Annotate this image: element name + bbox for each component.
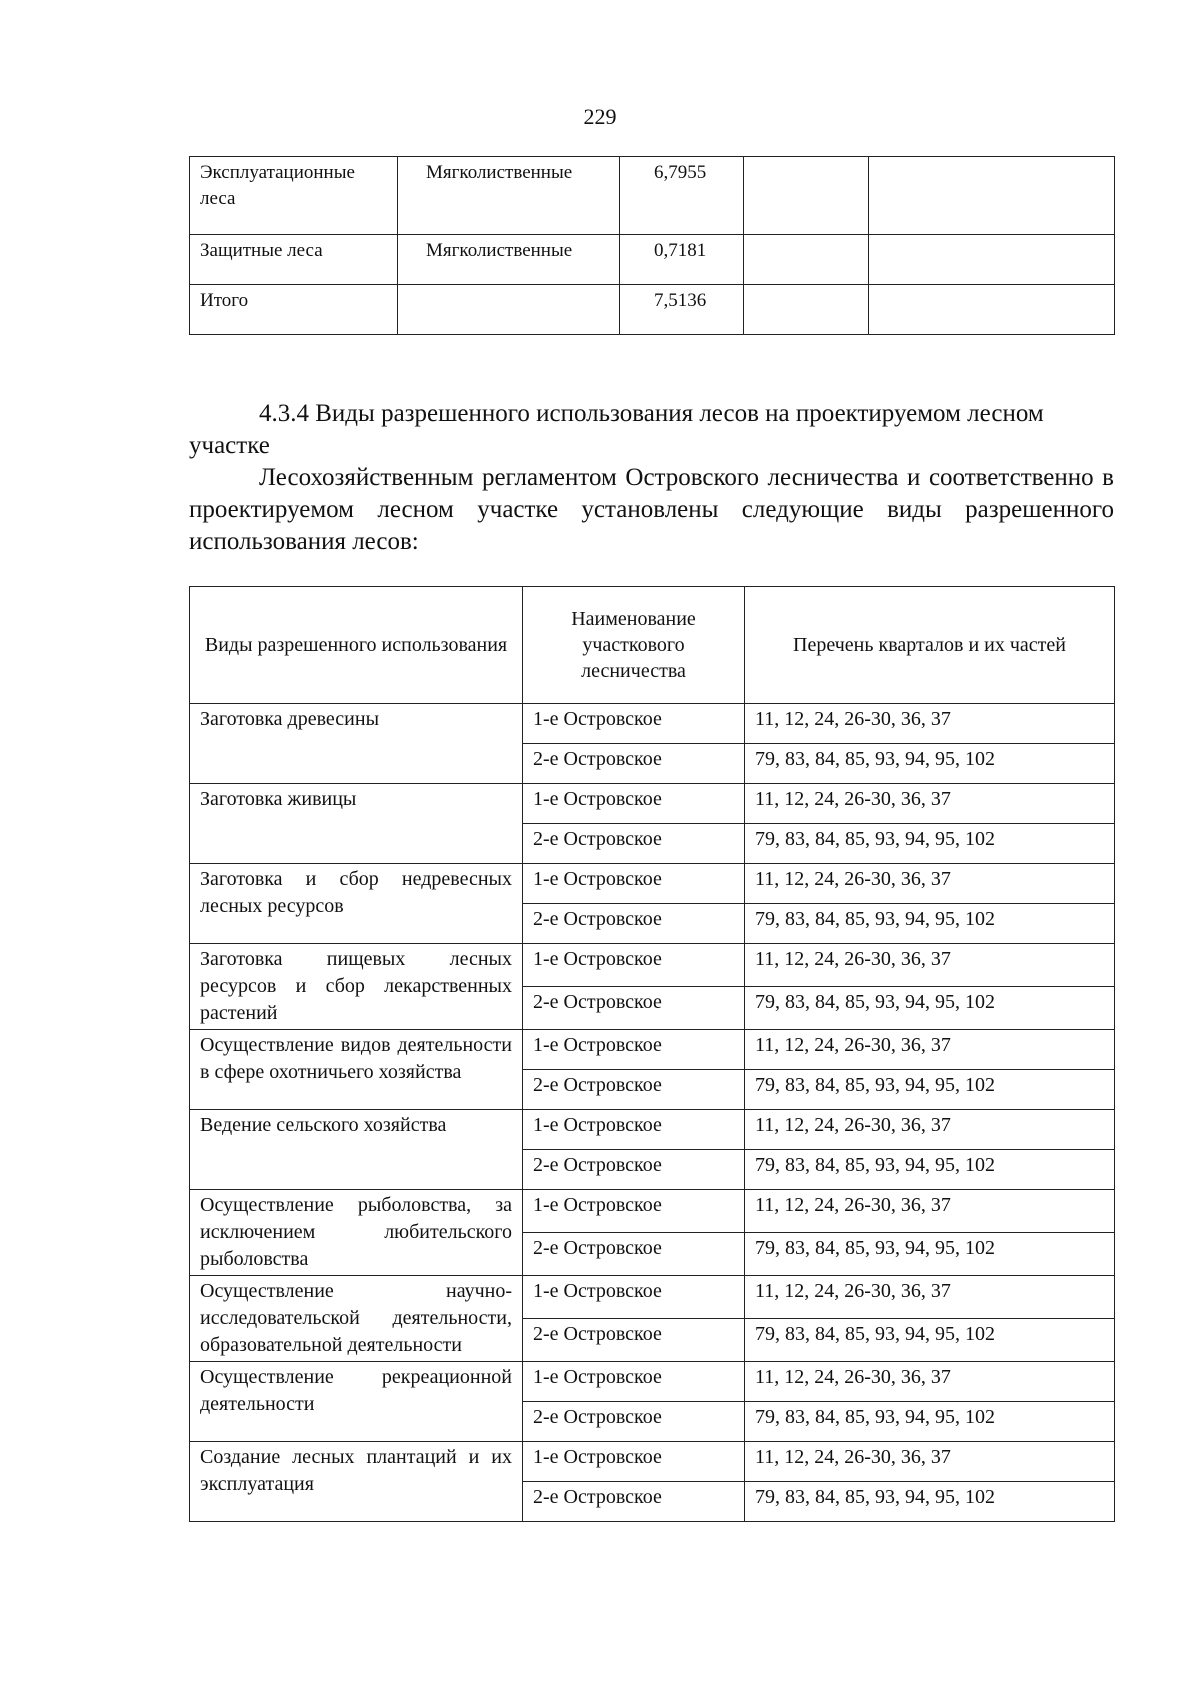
quarters-cell: 79, 83, 84, 85, 93, 94, 95, 102 xyxy=(745,1402,1115,1442)
quarters-cell: 11, 12, 24, 26-30, 36, 37 xyxy=(745,1030,1115,1070)
forestry-cell: 1-е Островское xyxy=(523,944,745,987)
forestry-cell: 1-е Островское xyxy=(523,704,745,744)
use-kind-cell: Осуществление научно-исследовательской деятельности, образовательной деятельности xyxy=(190,1276,523,1362)
forestry-cell: 1-е Островское xyxy=(523,1276,745,1319)
table-row xyxy=(190,157,1115,235)
table-row xyxy=(190,1442,1115,1482)
table-header-row xyxy=(190,587,1115,704)
table-row xyxy=(190,944,1115,987)
section-title: 4.3.4 Виды разрешенного использования лесов на проектируемом лесном участке xyxy=(189,400,1044,459)
table-body xyxy=(190,704,1115,1522)
species-cell xyxy=(398,285,620,335)
quarters-cell: 11, 12, 24, 26-30, 36, 37 xyxy=(745,1276,1115,1319)
area-value-cell: 6,7955 xyxy=(620,157,744,235)
use-kind-cell: Заготовка живицы xyxy=(190,784,523,864)
quarters-cell: 79, 83, 84, 85, 93, 94, 95, 102 xyxy=(745,1482,1115,1522)
quarters-cell: 79, 83, 84, 85, 93, 94, 95, 102 xyxy=(745,1070,1115,1110)
table-row xyxy=(190,1276,1115,1319)
use-kind-cell: Заготовка и сбор недревесных лесных ресурсов xyxy=(190,864,523,944)
area-value-cell: 0,7181 xyxy=(620,235,744,285)
quarters-cell: 79, 83, 84, 85, 93, 94, 95, 102 xyxy=(745,1319,1115,1362)
use-kind-cell: Заготовка древесины xyxy=(190,704,523,784)
quarters-cell: 79, 83, 84, 85, 93, 94, 95, 102 xyxy=(745,904,1115,944)
table-row xyxy=(190,1030,1115,1070)
quarters-cell: 79, 83, 84, 85, 93, 94, 95, 102 xyxy=(745,987,1115,1030)
quarters-cell: 11, 12, 24, 26-30, 36, 37 xyxy=(745,1362,1115,1402)
table-row xyxy=(190,784,1115,824)
quarters-cell: 79, 83, 84, 85, 93, 94, 95, 102 xyxy=(745,824,1115,864)
forest-category-cell: Защитные леса xyxy=(190,235,398,285)
forest-category-cell: Эксплуатационные леса xyxy=(190,157,398,235)
column-header-quarters: Перечень кварталов и их частей xyxy=(745,587,1115,704)
forestry-cell: 1-е Островское xyxy=(523,1442,745,1482)
use-kind-cell: Заготовка пищевых лесных ресурсов и сбор лекарственных растений xyxy=(190,944,523,1030)
quarters-cell: 11, 12, 24, 26-30, 36, 37 xyxy=(745,1442,1115,1482)
empty-cell xyxy=(869,285,1115,335)
empty-cell xyxy=(744,285,869,335)
use-kind-cell: Осуществление рекреационной деятельности xyxy=(190,1362,523,1442)
table-row xyxy=(190,285,1115,335)
forestry-cell: 1-е Островское xyxy=(523,1190,745,1233)
table-row xyxy=(190,1190,1115,1233)
forestry-cell: 1-е Островское xyxy=(523,1030,745,1070)
forestry-cell: 2-е Островское xyxy=(523,744,745,784)
table-row xyxy=(190,235,1115,285)
use-kind-cell: Осуществление видов деятельности в сфере охотничьего хозяйства xyxy=(190,1030,523,1110)
quarters-cell: 11, 12, 24, 26-30, 36, 37 xyxy=(745,1110,1115,1150)
forest-category-cell: Итого xyxy=(190,285,398,335)
table-row xyxy=(190,864,1115,904)
forestry-cell: 1-е Островское xyxy=(523,1362,745,1402)
species-cell: Мягколиственные xyxy=(398,235,620,285)
use-kind-cell: Создание лесных плантаций и их эксплуатация xyxy=(190,1442,523,1522)
forest-area-table xyxy=(189,156,1115,335)
forestry-cell: 2-е Островское xyxy=(523,824,745,864)
species-cell: Мягколиственные xyxy=(398,157,620,235)
forestry-cell: 2-е Островское xyxy=(523,1233,745,1276)
area-value-cell: 7,5136 xyxy=(620,285,744,335)
quarters-cell: 11, 12, 24, 26-30, 36, 37 xyxy=(745,704,1115,744)
empty-cell xyxy=(744,157,869,235)
empty-cell xyxy=(869,157,1115,235)
quarters-cell: 11, 12, 24, 26-30, 36, 37 xyxy=(745,1190,1115,1233)
forestry-cell: 2-е Островское xyxy=(523,904,745,944)
table-row xyxy=(190,1362,1115,1402)
quarters-cell: 11, 12, 24, 26-30, 36, 37 xyxy=(745,864,1115,904)
use-kind-cell: Ведение сельского хозяйства xyxy=(190,1110,523,1190)
forestry-cell: 1-е Островское xyxy=(523,864,745,904)
empty-cell xyxy=(744,235,869,285)
page-number: 229 xyxy=(583,104,617,129)
table-row xyxy=(190,704,1115,744)
use-kind-cell: Осуществление рыболовства, за исключением любительского рыболовства xyxy=(190,1190,523,1276)
quarters-cell: 79, 83, 84, 85, 93, 94, 95, 102 xyxy=(745,1150,1115,1190)
forestry-cell: 2-е Островское xyxy=(523,1319,745,1362)
forestry-cell: 2-е Островское xyxy=(523,1150,745,1190)
column-header-forestry: Наименование участкового лесничества xyxy=(523,587,745,704)
permitted-uses-table xyxy=(189,586,1115,1522)
quarters-cell: 11, 12, 24, 26-30, 36, 37 xyxy=(745,944,1115,987)
table-row xyxy=(190,1110,1115,1150)
forestry-cell: 2-е Островское xyxy=(523,1482,745,1522)
forestry-cell: 2-е Островское xyxy=(523,1070,745,1110)
quarters-cell: 79, 83, 84, 85, 93, 94, 95, 102 xyxy=(745,744,1115,784)
forestry-cell: 1-е Островское xyxy=(523,1110,745,1150)
section-paragraph: Лесохозяйственным регламентом Островского лесничества и соответственно в проектируемом лесном участке установлены следующие виды разрешенного использования лесов: xyxy=(189,464,1114,555)
empty-cell xyxy=(869,235,1115,285)
quarters-cell: 11, 12, 24, 26-30, 36, 37 xyxy=(745,784,1115,824)
forestry-cell: 1-е Островское xyxy=(523,784,745,824)
column-header-use-kind: Виды разрешенного использования xyxy=(190,587,523,704)
forestry-cell: 2-е Островское xyxy=(523,987,745,1030)
quarters-cell: 79, 83, 84, 85, 93, 94, 95, 102 xyxy=(745,1233,1115,1276)
forestry-cell: 2-е Островское xyxy=(523,1402,745,1442)
